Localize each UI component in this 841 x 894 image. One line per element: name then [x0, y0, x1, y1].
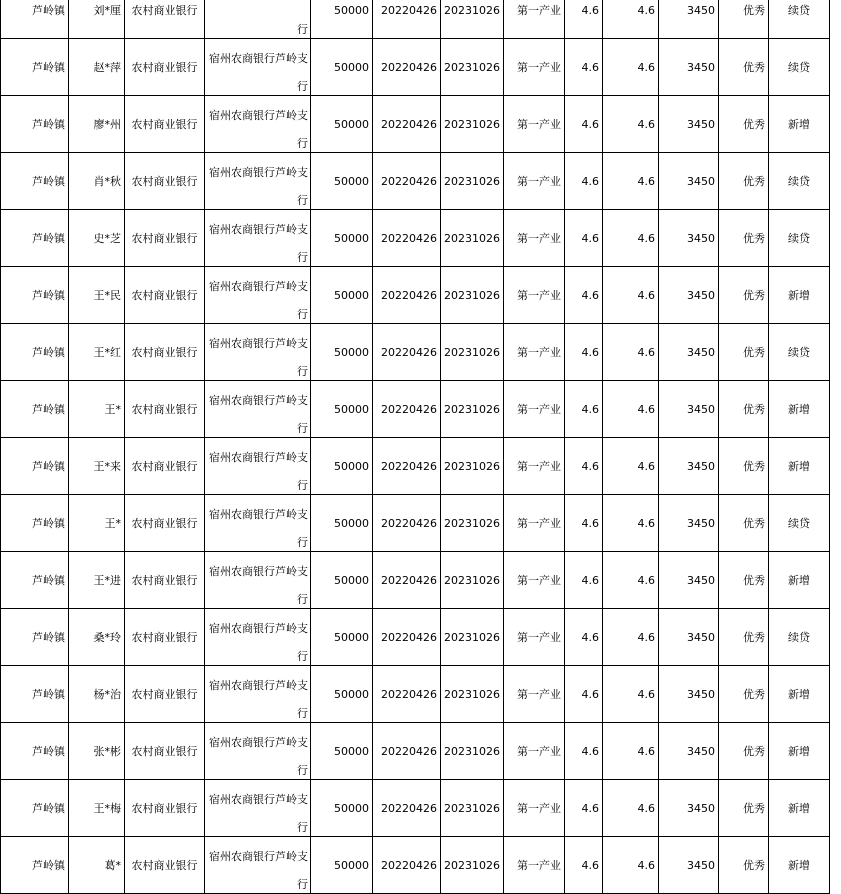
subsidy-amount-cell: 3450 — [659, 0, 719, 39]
branch-cell — [205, 552, 311, 609]
industry-cell: 第一产业 — [504, 495, 565, 552]
table-row — [1, 666, 830, 723]
rating-cell: 优秀 — [719, 267, 769, 324]
subsidy-rate-cell: 4.6 — [603, 780, 659, 837]
branch-cell — [205, 324, 311, 381]
rating-cell: 优秀 — [719, 666, 769, 723]
bank-cell: 农村商业银行 — [125, 39, 205, 96]
start-date-cell: 20220426 — [373, 723, 441, 780]
end-date-cell: 20231026 — [441, 780, 504, 837]
loan-type-cell: 新增 — [769, 438, 830, 495]
borrower-name-cell: 张*彬 — [69, 723, 125, 780]
town-cell: 芦岭镇 — [1, 381, 69, 438]
branch-line-1: 宿州农商银行芦岭支 — [209, 109, 308, 122]
branch-line-2: 行 — [297, 422, 308, 435]
subsidy-rate-cell: 4.6 — [603, 609, 659, 666]
loan-amount-cell: 50000 — [311, 780, 373, 837]
start-date-cell: 20220426 — [373, 324, 441, 381]
borrower-name-cell: 刘*厘 — [69, 0, 125, 39]
interest-rate-cell: 4.6 — [565, 438, 603, 495]
end-date-cell: 20231026 — [441, 666, 504, 723]
bank-cell: 农村商业银行 — [125, 723, 205, 780]
subsidy-amount-cell: 3450 — [659, 552, 719, 609]
town-cell: 芦岭镇 — [1, 96, 69, 153]
branch-line-2: 行 — [297, 251, 308, 264]
loan-amount-cell: 50000 — [311, 267, 373, 324]
bank-cell: 农村商业银行 — [125, 267, 205, 324]
end-date-cell: 20231026 — [441, 438, 504, 495]
subsidy-rate-cell: 4.6 — [603, 0, 659, 39]
start-date-cell: 20220426 — [373, 666, 441, 723]
bank-cell: 农村商业银行 — [125, 837, 205, 894]
subsidy-rate-cell: 4.6 — [603, 267, 659, 324]
subsidy-rate-cell: 4.6 — [603, 324, 659, 381]
start-date-cell: 20220426 — [373, 609, 441, 666]
borrower-name-cell: 史*芝 — [69, 210, 125, 267]
branch-cell — [205, 96, 311, 153]
bank-cell: 农村商业银行 — [125, 96, 205, 153]
interest-rate-cell: 4.6 — [565, 495, 603, 552]
end-date-cell: 20231026 — [441, 96, 504, 153]
borrower-name-cell: 王*来 — [69, 438, 125, 495]
end-date-cell: 20231026 — [441, 0, 504, 39]
end-date-cell: 20231026 — [441, 552, 504, 609]
borrower-name-cell: 赵*萍 — [69, 39, 125, 96]
table-row — [1, 780, 830, 837]
loan-type-cell: 新增 — [769, 267, 830, 324]
subsidy-rate-cell: 4.6 — [603, 552, 659, 609]
rating-cell: 优秀 — [719, 495, 769, 552]
branch-line-1: 宿州农商银行芦岭支 — [209, 565, 308, 578]
start-date-cell: 20220426 — [373, 39, 441, 96]
subsidy-rate-cell: 4.6 — [603, 210, 659, 267]
town-cell: 芦岭镇 — [1, 837, 69, 894]
interest-rate-cell: 4.6 — [565, 609, 603, 666]
branch-cell — [205, 837, 311, 894]
branch-line-1: 宿州农商银行芦岭支 — [209, 52, 308, 65]
table-row — [1, 0, 830, 39]
start-date-cell: 20220426 — [373, 0, 441, 39]
borrower-name-cell: 王* — [69, 381, 125, 438]
table-row — [1, 495, 830, 552]
end-date-cell: 20231026 — [441, 324, 504, 381]
branch-line-2: 行 — [297, 80, 308, 93]
branch-line-2: 行 — [297, 821, 308, 834]
branch-line-1: 宿州农商银行芦岭支 — [209, 451, 308, 464]
rating-cell: 优秀 — [719, 438, 769, 495]
loan-type-cell: 新增 — [769, 837, 830, 894]
loan-type-cell: 续贷 — [769, 39, 830, 96]
rating-cell: 优秀 — [719, 210, 769, 267]
loan-type-cell: 续贷 — [769, 153, 830, 210]
branch-cell — [205, 381, 311, 438]
subsidy-amount-cell: 3450 — [659, 210, 719, 267]
rating-cell: 优秀 — [719, 552, 769, 609]
industry-cell: 第一产业 — [504, 552, 565, 609]
rating-cell: 优秀 — [719, 0, 769, 39]
bank-cell: 农村商业银行 — [125, 324, 205, 381]
subsidy-rate-cell: 4.6 — [603, 39, 659, 96]
town-cell: 芦岭镇 — [1, 267, 69, 324]
table-row — [1, 267, 830, 324]
loan-type-cell: 新增 — [769, 552, 830, 609]
town-cell: 芦岭镇 — [1, 495, 69, 552]
interest-rate-cell: 4.6 — [565, 381, 603, 438]
loan-amount-cell: 50000 — [311, 609, 373, 666]
subsidy-amount-cell: 3450 — [659, 438, 719, 495]
loan-amount-cell: 50000 — [311, 210, 373, 267]
industry-cell: 第一产业 — [504, 381, 565, 438]
industry-cell: 第一产业 — [504, 96, 565, 153]
rating-cell: 优秀 — [719, 96, 769, 153]
rating-cell: 优秀 — [719, 723, 769, 780]
loan-amount-cell: 50000 — [311, 837, 373, 894]
subsidy-amount-cell: 3450 — [659, 39, 719, 96]
bank-cell: 农村商业银行 — [125, 153, 205, 210]
industry-cell: 第一产业 — [504, 210, 565, 267]
interest-rate-cell: 4.6 — [565, 552, 603, 609]
subsidy-amount-cell: 3450 — [659, 96, 719, 153]
branch-line-1: 宿州农商银行芦岭支 — [209, 394, 308, 407]
borrower-name-cell: 葛* — [69, 837, 125, 894]
branch-line-1: 宿州农商银行芦岭支 — [209, 508, 308, 521]
loan-amount-cell: 50000 — [311, 552, 373, 609]
branch-line-2: 行 — [297, 536, 308, 549]
start-date-cell: 20220426 — [373, 96, 441, 153]
borrower-name-cell: 桑*玲 — [69, 609, 125, 666]
subsidy-rate-cell: 4.6 — [603, 438, 659, 495]
rating-cell: 优秀 — [719, 780, 769, 837]
branch-line-2: 行 — [297, 194, 308, 207]
loan-type-cell: 续贷 — [769, 609, 830, 666]
interest-rate-cell: 4.6 — [565, 666, 603, 723]
borrower-name-cell: 王*红 — [69, 324, 125, 381]
subsidy-amount-cell: 3450 — [659, 666, 719, 723]
end-date-cell: 20231026 — [441, 495, 504, 552]
subsidy-amount-cell: 3450 — [659, 609, 719, 666]
branch-line-1: 宿州农商银行芦岭支 — [209, 337, 308, 350]
start-date-cell: 20220426 — [373, 210, 441, 267]
subsidy-amount-cell: 3450 — [659, 780, 719, 837]
branch-line-1: 宿州农商银行芦岭支 — [209, 166, 308, 179]
subsidy-amount-cell: 3450 — [659, 837, 719, 894]
end-date-cell: 20231026 — [441, 39, 504, 96]
bank-cell: 农村商业银行 — [125, 609, 205, 666]
branch-cell — [205, 210, 311, 267]
industry-cell: 第一产业 — [504, 609, 565, 666]
industry-cell: 第一产业 — [504, 438, 565, 495]
borrower-name-cell: 王*梅 — [69, 780, 125, 837]
end-date-cell: 20231026 — [441, 723, 504, 780]
subsidy-rate-cell: 4.6 — [603, 153, 659, 210]
loan-amount-cell: 50000 — [311, 324, 373, 381]
branch-cell — [205, 780, 311, 837]
branch-line-1: 宿州农商银行芦岭支 — [209, 223, 308, 236]
rating-cell: 优秀 — [719, 609, 769, 666]
end-date-cell: 20231026 — [441, 210, 504, 267]
bank-cell: 农村商业银行 — [125, 666, 205, 723]
rating-cell: 优秀 — [719, 39, 769, 96]
town-cell: 芦岭镇 — [1, 723, 69, 780]
industry-cell: 第一产业 — [504, 0, 565, 39]
subsidy-rate-cell: 4.6 — [603, 96, 659, 153]
branch-cell — [205, 666, 311, 723]
subsidy-rate-cell: 4.6 — [603, 666, 659, 723]
branch-cell — [205, 0, 311, 39]
rating-cell: 优秀 — [719, 837, 769, 894]
loan-amount-cell: 50000 — [311, 153, 373, 210]
bank-cell: 农村商业银行 — [125, 210, 205, 267]
bank-cell: 农村商业银行 — [125, 438, 205, 495]
end-date-cell: 20231026 — [441, 153, 504, 210]
borrower-name-cell: 肖*秋 — [69, 153, 125, 210]
borrower-name-cell: 王*进 — [69, 552, 125, 609]
subsidy-amount-cell: 3450 — [659, 723, 719, 780]
subsidy-rate-cell: 4.6 — [603, 837, 659, 894]
branch-line-2: 行 — [297, 479, 308, 492]
subsidy-amount-cell: 3450 — [659, 324, 719, 381]
loan-type-cell: 新增 — [769, 780, 830, 837]
start-date-cell: 20220426 — [373, 552, 441, 609]
borrower-name-cell: 杨*治 — [69, 666, 125, 723]
industry-cell: 第一产业 — [504, 39, 565, 96]
bank-cell: 农村商业银行 — [125, 495, 205, 552]
loan-type-cell: 新增 — [769, 96, 830, 153]
start-date-cell: 20220426 — [373, 837, 441, 894]
interest-rate-cell: 4.6 — [565, 39, 603, 96]
branch-line-2: 行 — [297, 764, 308, 777]
rating-cell: 优秀 — [719, 381, 769, 438]
bank-cell: 农村商业银行 — [125, 552, 205, 609]
end-date-cell: 20231026 — [441, 267, 504, 324]
start-date-cell: 20220426 — [373, 495, 441, 552]
branch-line-1: 宿州农商银行芦岭支 — [209, 622, 308, 635]
table-row — [1, 609, 830, 666]
branch-cell — [205, 267, 311, 324]
branch-cell — [205, 723, 311, 780]
branch-line-1: 宿州农商银行芦岭支 — [209, 793, 308, 806]
branch-line-2: 行 — [297, 308, 308, 321]
table-row — [1, 210, 830, 267]
table-row — [1, 39, 830, 96]
branch-line-1: 宿州农商银行芦岭支 — [209, 736, 308, 749]
start-date-cell: 20220426 — [373, 438, 441, 495]
subsidy-amount-cell: 3450 — [659, 267, 719, 324]
interest-rate-cell: 4.6 — [565, 267, 603, 324]
subsidy-amount-cell: 3450 — [659, 495, 719, 552]
town-cell: 芦岭镇 — [1, 0, 69, 39]
town-cell: 芦岭镇 — [1, 666, 69, 723]
branch-cell — [205, 438, 311, 495]
loan-type-cell: 新增 — [769, 381, 830, 438]
branch-cell — [205, 153, 311, 210]
bank-cell: 农村商业银行 — [125, 780, 205, 837]
industry-cell: 第一产业 — [504, 153, 565, 210]
loan-type-cell: 新增 — [769, 723, 830, 780]
table-row — [1, 723, 830, 780]
interest-rate-cell: 4.6 — [565, 0, 603, 39]
interest-rate-cell: 4.6 — [565, 210, 603, 267]
subsidy-amount-cell: 3450 — [659, 381, 719, 438]
loan-type-cell: 续贷 — [769, 495, 830, 552]
branch-line-2: 行 — [297, 650, 308, 663]
branch-line-2: 行 — [297, 593, 308, 606]
branch-cell — [205, 39, 311, 96]
loan-amount-cell: 50000 — [311, 495, 373, 552]
interest-rate-cell: 4.6 — [565, 324, 603, 381]
town-cell: 芦岭镇 — [1, 609, 69, 666]
table-row — [1, 438, 830, 495]
loan-amount-cell: 50000 — [311, 666, 373, 723]
subsidy-rate-cell: 4.6 — [603, 495, 659, 552]
town-cell: 芦岭镇 — [1, 324, 69, 381]
loan-type-cell: 续贷 — [769, 210, 830, 267]
end-date-cell: 20231026 — [441, 381, 504, 438]
borrower-name-cell: 廖*州 — [69, 96, 125, 153]
industry-cell: 第一产业 — [504, 324, 565, 381]
table-row — [1, 552, 830, 609]
end-date-cell: 20231026 — [441, 837, 504, 894]
end-date-cell: 20231026 — [441, 609, 504, 666]
loan-type-cell: 续贷 — [769, 0, 830, 39]
table-row — [1, 837, 830, 894]
branch-cell — [205, 495, 311, 552]
rating-cell: 优秀 — [719, 324, 769, 381]
subsidy-amount-cell: 3450 — [659, 153, 719, 210]
table-row — [1, 381, 830, 438]
start-date-cell: 20220426 — [373, 153, 441, 210]
table-row — [1, 153, 830, 210]
bank-cell: 农村商业银行 — [125, 381, 205, 438]
industry-cell: 第一产业 — [504, 723, 565, 780]
start-date-cell: 20220426 — [373, 381, 441, 438]
subsidy-rate-cell: 4.6 — [603, 723, 659, 780]
start-date-cell: 20220426 — [373, 780, 441, 837]
town-cell: 芦岭镇 — [1, 552, 69, 609]
branch-line-1: 宿州农商银行芦岭支 — [209, 679, 308, 692]
borrower-name-cell: 王* — [69, 495, 125, 552]
branch-line-2: 行 — [297, 878, 308, 891]
industry-cell: 第一产业 — [504, 267, 565, 324]
table-row — [1, 96, 830, 153]
loan-type-cell: 新增 — [769, 666, 830, 723]
interest-rate-cell: 4.6 — [565, 780, 603, 837]
borrower-name-cell: 王*民 — [69, 267, 125, 324]
subsidy-rate-cell: 4.6 — [603, 381, 659, 438]
loan-type-cell: 续贷 — [769, 324, 830, 381]
loan-amount-cell: 50000 — [311, 0, 373, 39]
interest-rate-cell: 4.6 — [565, 723, 603, 780]
town-cell: 芦岭镇 — [1, 780, 69, 837]
branch-cell — [205, 609, 311, 666]
town-cell: 芦岭镇 — [1, 153, 69, 210]
loan-amount-cell: 50000 — [311, 96, 373, 153]
branch-line-2: 行 — [297, 23, 308, 36]
town-cell: 芦岭镇 — [1, 39, 69, 96]
loan-amount-cell: 50000 — [311, 438, 373, 495]
loan-amount-cell: 50000 — [311, 381, 373, 438]
town-cell: 芦岭镇 — [1, 210, 69, 267]
table-row — [1, 324, 830, 381]
rating-cell: 优秀 — [719, 153, 769, 210]
branch-line-2: 行 — [297, 365, 308, 378]
industry-cell: 第一产业 — [504, 666, 565, 723]
industry-cell: 第一产业 — [504, 780, 565, 837]
loan-amount-cell: 50000 — [311, 723, 373, 780]
branch-line-2: 行 — [297, 707, 308, 720]
interest-rate-cell: 4.6 — [565, 96, 603, 153]
interest-rate-cell: 4.6 — [565, 153, 603, 210]
industry-cell: 第一产业 — [504, 837, 565, 894]
bank-cell: 农村商业银行 — [125, 0, 205, 39]
branch-line-2: 行 — [297, 137, 308, 150]
town-cell: 芦岭镇 — [1, 438, 69, 495]
branch-line-1: 宿州农商银行芦岭支 — [209, 280, 308, 293]
branch-line-1: 宿州农商银行芦岭支 — [209, 850, 308, 863]
loan-amount-cell: 50000 — [311, 39, 373, 96]
start-date-cell: 20220426 — [373, 267, 441, 324]
interest-rate-cell: 4.6 — [565, 837, 603, 894]
